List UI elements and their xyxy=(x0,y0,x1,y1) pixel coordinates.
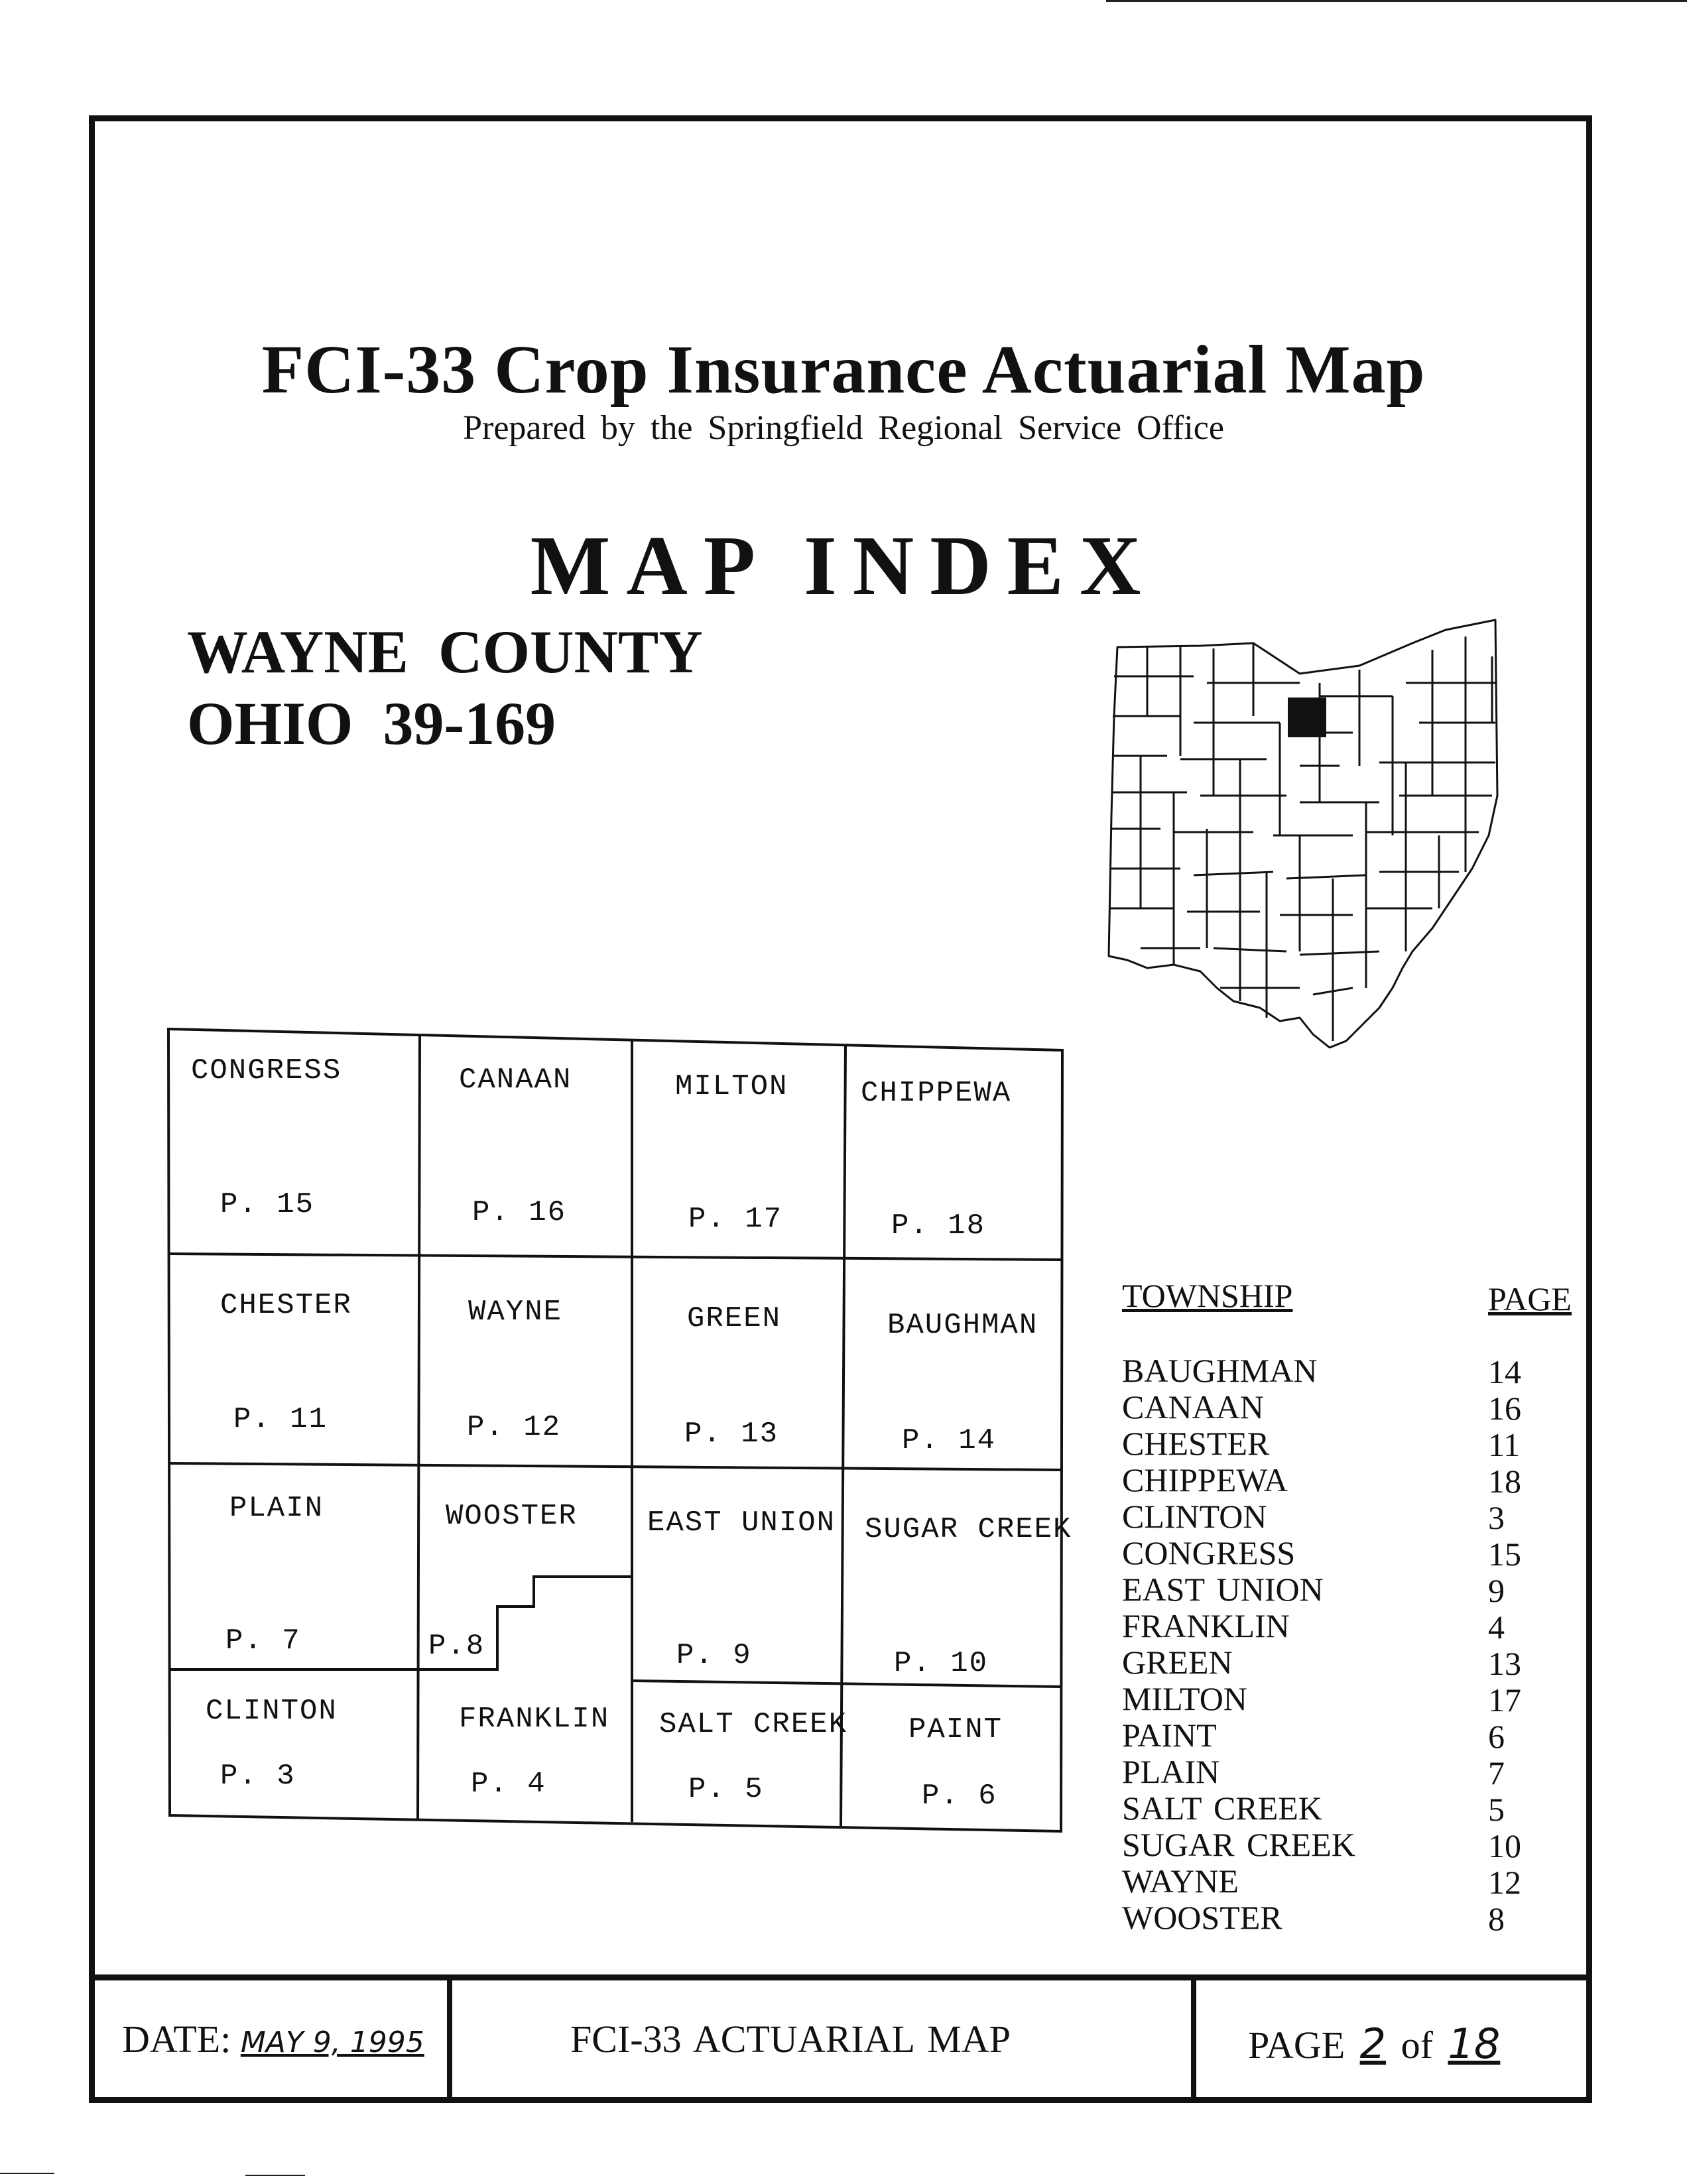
cell-wooster-page: P.8 xyxy=(428,1630,485,1663)
document-subtitle: Prepared by the Springfield Regional Service Office xyxy=(463,409,1224,447)
township-page: 17 xyxy=(1488,1681,1521,1719)
township-page: 15 xyxy=(1488,1536,1521,1573)
township-page: 8 xyxy=(1488,1900,1505,1937)
scan-edge-bottom-left xyxy=(0,2173,54,2174)
township-page: 10 xyxy=(1488,1827,1521,1864)
cell-chippewa-page: P. 18 xyxy=(891,1209,986,1243)
date-value: MAY 9, 1995 xyxy=(240,2026,424,2059)
township-page: 14 xyxy=(1488,1353,1521,1390)
cell-franklin-page: P. 4 xyxy=(471,1768,546,1801)
cell-wayne-page: P. 12 xyxy=(467,1411,562,1444)
cell-milton-page: P. 17 xyxy=(688,1203,783,1236)
page-column-header: PAGE xyxy=(1488,1280,1572,1317)
cell-sugar-creek-page: P. 10 xyxy=(894,1647,989,1680)
date-label: DATE: xyxy=(122,2018,231,2061)
cell-salt-creek-name: SALT CREEK xyxy=(659,1708,848,1741)
township-name: SUGAR CREEK xyxy=(1122,1826,1355,1863)
township-name: CONGRESS xyxy=(1122,1534,1296,1571)
county-lines-vertical xyxy=(1141,637,1492,1041)
township-index-grid xyxy=(166,1026,1072,1838)
township-name: GREEN xyxy=(1122,1644,1233,1681)
cell-canaan-page: P. 16 xyxy=(472,1196,567,1229)
scan-edge-top xyxy=(1106,0,1687,2)
township-name: CLINTON xyxy=(1122,1498,1267,1535)
footer-date xyxy=(122,2017,424,2061)
scan-edge-bottom-mid xyxy=(245,2175,305,2176)
township-page: 11 xyxy=(1488,1426,1521,1463)
cell-milton-name: MILTON xyxy=(675,1070,788,1103)
cell-salt-creek-page: P. 5 xyxy=(688,1773,764,1806)
footer-center-title: FCI-33 ACTUARIAL MAP xyxy=(570,2018,1011,2061)
cell-plain-name: PLAIN xyxy=(229,1492,324,1525)
cell-chester-page: P. 11 xyxy=(233,1403,328,1436)
cell-congress-page: P. 15 xyxy=(220,1188,315,1221)
page-current: 2 xyxy=(1359,2020,1387,2068)
township-name: PAINT xyxy=(1122,1717,1217,1754)
page-of-label: of xyxy=(1401,2024,1433,2067)
cell-green-page: P. 13 xyxy=(684,1418,779,1451)
cell-clinton-page: P. 3 xyxy=(220,1760,296,1793)
township-name: WOOSTER xyxy=(1122,1899,1282,1936)
cell-east-union-name: EAST UNION xyxy=(647,1506,836,1540)
township-name: CHIPPEWA xyxy=(1122,1461,1288,1498)
township-page: 13 xyxy=(1488,1645,1521,1682)
township-page: 12 xyxy=(1488,1864,1521,1901)
state-and-code: OHIO 39-169 xyxy=(187,690,556,757)
page-total: 18 xyxy=(1448,2020,1501,2068)
ohio-outline xyxy=(1109,620,1497,1048)
cell-baughman-name: BAUGHMAN xyxy=(887,1309,1038,1342)
township-page: 18 xyxy=(1488,1463,1521,1500)
cell-franklin-name: FRANKLIN xyxy=(459,1703,610,1736)
township-page: 3 xyxy=(1488,1499,1505,1536)
footer-divider xyxy=(89,1974,1592,1980)
cell-chippewa-name: CHIPPEWA xyxy=(861,1077,1012,1110)
township-page: 5 xyxy=(1488,1791,1505,1828)
township-name: SALT CREEK xyxy=(1122,1790,1322,1827)
township-page: 7 xyxy=(1488,1754,1505,1791)
cell-baughman-page: P. 14 xyxy=(902,1424,997,1457)
township-list xyxy=(1122,1353,1355,1936)
township-page: 16 xyxy=(1488,1390,1521,1427)
page-number-list xyxy=(1488,1354,1521,1937)
township-page: 4 xyxy=(1488,1608,1505,1646)
township-page: 6 xyxy=(1488,1718,1505,1755)
township-name: FRANKLIN xyxy=(1122,1607,1290,1644)
page-label: PAGE xyxy=(1248,2024,1345,2067)
cell-paint-page: P. 6 xyxy=(922,1780,997,1813)
cell-clinton-name: CLINTON xyxy=(206,1695,338,1728)
township-name: WAYNE xyxy=(1122,1862,1239,1900)
township-name: PLAIN xyxy=(1122,1753,1220,1790)
cell-wayne-name: WAYNE xyxy=(468,1296,563,1329)
township-column-header: TOWNSHIP xyxy=(1122,1277,1293,1314)
document-title: FCI-33 Crop Insurance Actuarial Map xyxy=(261,332,1426,408)
cell-canaan-name: CANAAN xyxy=(459,1063,572,1097)
ohio-locator-map xyxy=(1101,617,1499,1054)
cell-east-union-page: P. 9 xyxy=(676,1639,752,1672)
cell-sugar-creek-name: SUGAR CREEK xyxy=(865,1513,1072,1546)
cell-wooster-name: WOOSTER xyxy=(446,1500,578,1533)
township-name: CHESTER xyxy=(1122,1425,1270,1462)
footer-page-indicator xyxy=(1248,2020,1500,2068)
wayne-county-highlight xyxy=(1288,698,1326,737)
county-name: WAYNE COUNTY xyxy=(187,618,703,686)
footer-cell-divider-2 xyxy=(1191,1980,1196,2103)
cell-plain-page: P. 7 xyxy=(225,1624,301,1658)
township-name: CANAAN xyxy=(1122,1388,1264,1426)
map-index-heading: MAP INDEX xyxy=(530,518,1157,613)
cell-congress-name: CONGRESS xyxy=(191,1054,342,1087)
cell-green-name: GREEN xyxy=(687,1302,782,1335)
township-name: BAUGHMAN xyxy=(1122,1352,1318,1389)
township-page: 9 xyxy=(1488,1572,1505,1609)
cell-paint-name: PAINT xyxy=(908,1713,1003,1746)
footer-cell-divider-1 xyxy=(447,1980,452,2103)
cell-chester-name: CHESTER xyxy=(220,1289,352,1322)
township-name: EAST UNION xyxy=(1122,1571,1324,1608)
township-name: MILTON xyxy=(1122,1680,1247,1717)
